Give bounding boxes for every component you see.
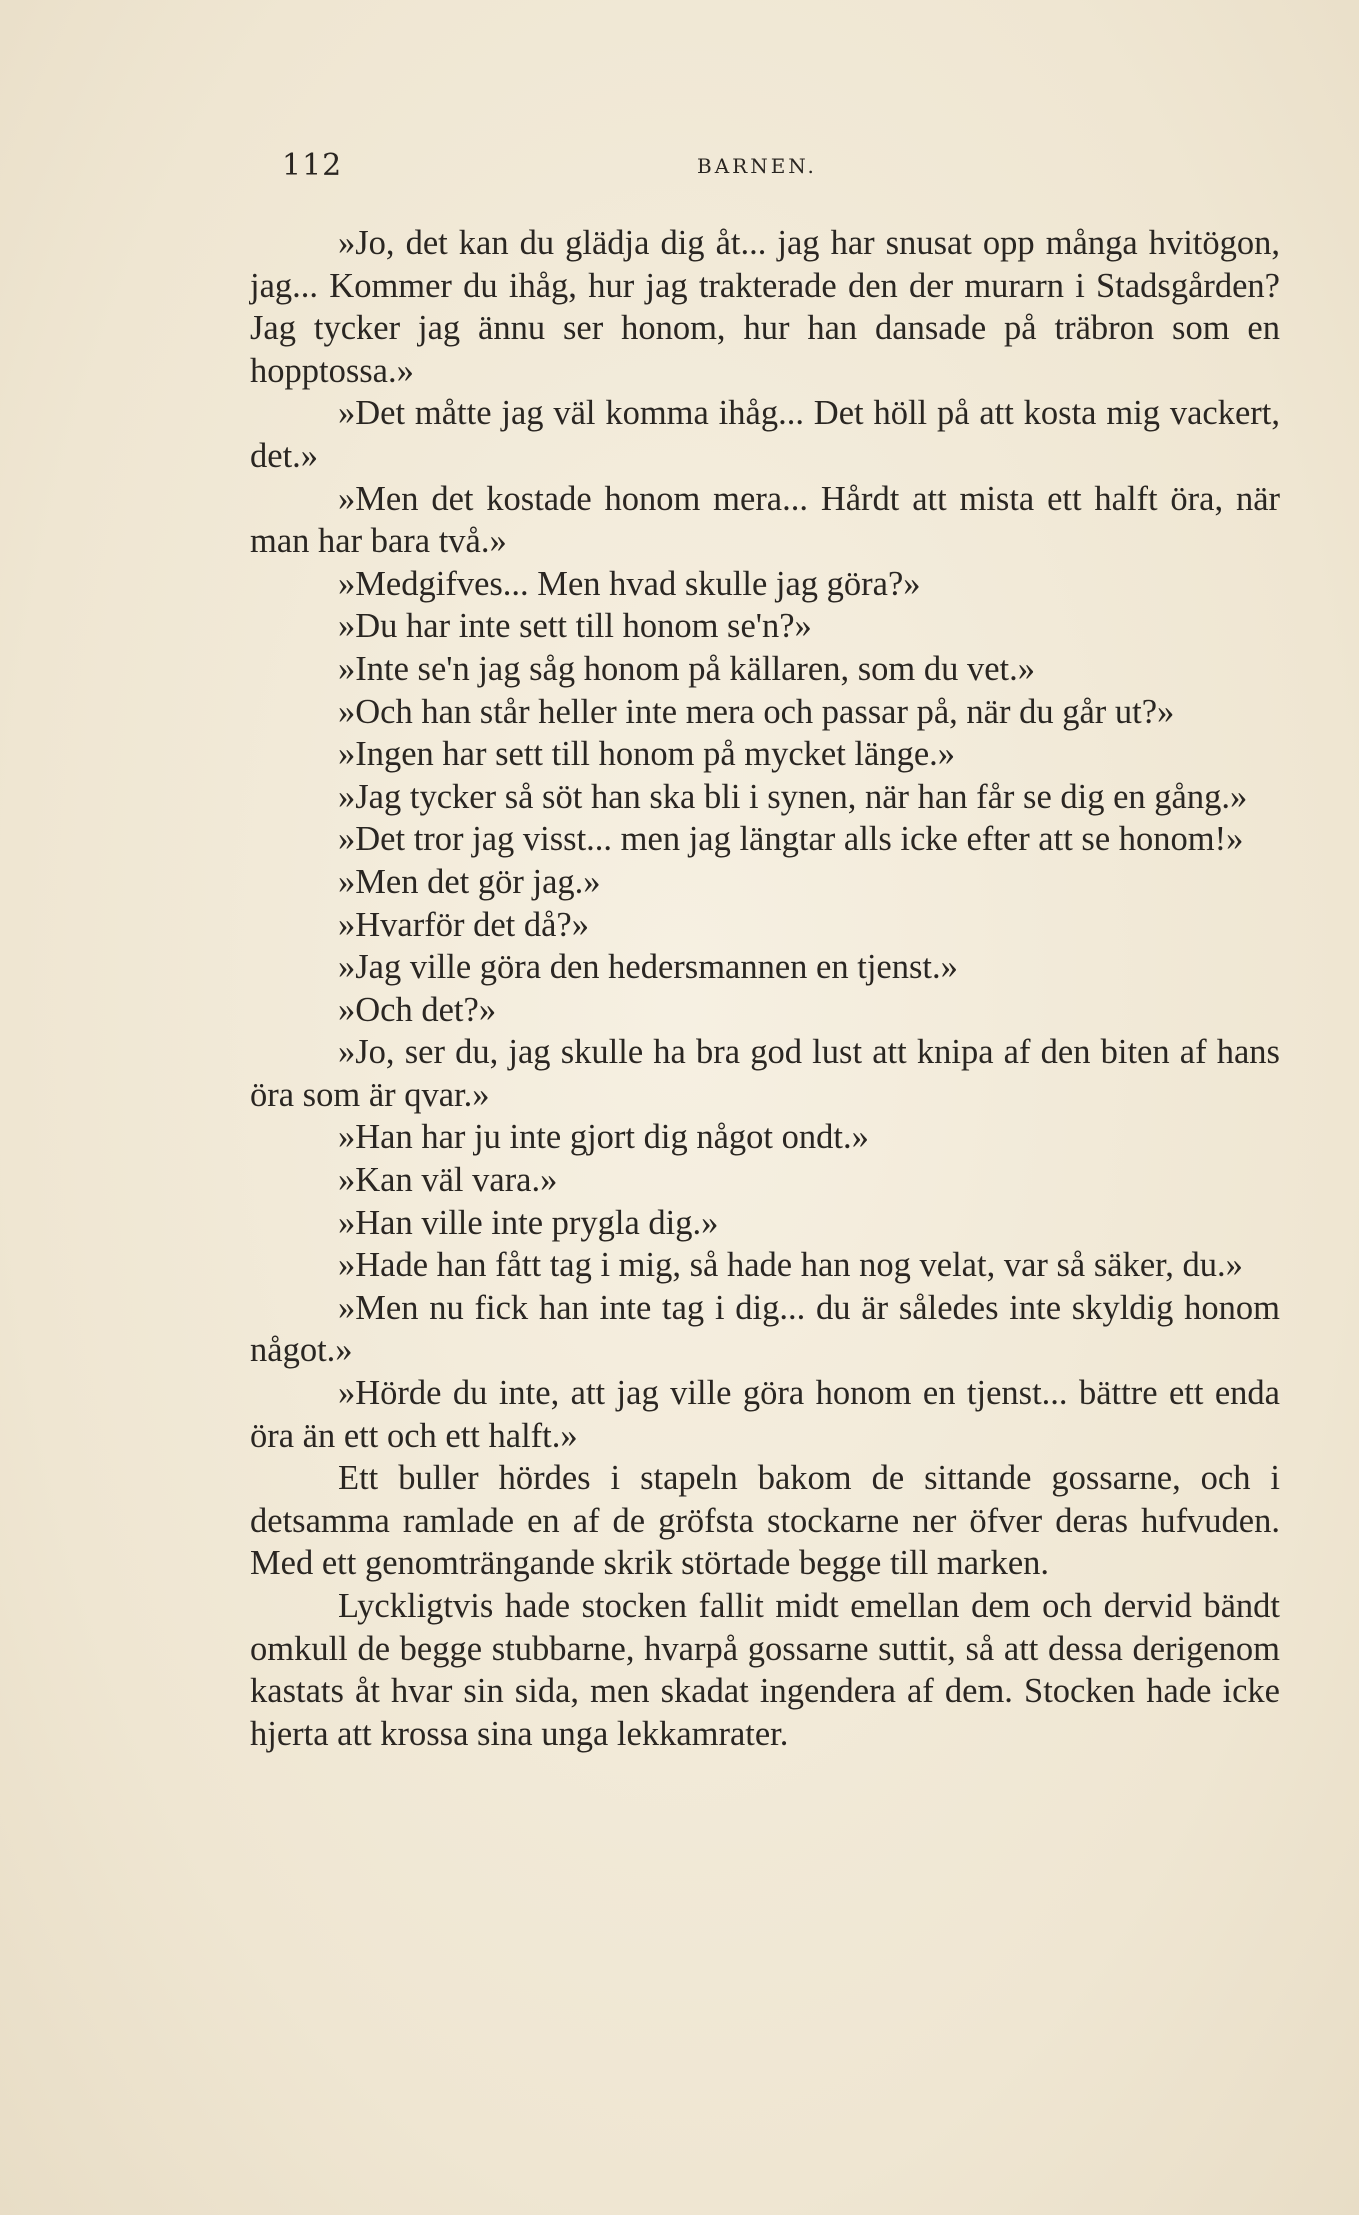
paragraph: »Jo, det kan du glädja dig åt... jag har snusat opp många hvitögon, jag... Kommer du ihåg, hur jag trakterade den der murarn i Stadsgården? Jag tycker jag ännu ser honom, hur han dansade på träbron som en hopptossa.»: [250, 224, 1280, 390]
paragraph: »Jag ville göra den hedersmannen en tjenst.»: [338, 948, 958, 987]
page-number: 112: [282, 148, 343, 183]
paragraph: »Hade han fått tag i mig, så hade han nog velat, var så säker, du.»: [338, 1246, 1243, 1285]
paragraph: »Ingen har sett till honom på mycket länge.»: [338, 735, 956, 774]
paragraph: »Han har ju inte gjort dig något ondt.»: [338, 1118, 869, 1157]
paragraph: »Jo, ser du, jag skulle ha bra god lust att knipa af den biten af hans öra som är qvar.»: [250, 1033, 1280, 1114]
paragraph: »Men nu fick han inte tag i dig... du är således inte skyldig honom något.»: [250, 1288, 1280, 1370]
paragraph: »Du har inte sett till honom se'n?»: [338, 607, 812, 646]
paragraph: »Medgifves... Men hvad skulle jag göra?»: [338, 564, 921, 603]
paragraph: »Han ville inte prygla dig.»: [338, 1203, 719, 1242]
paragraph: Ett buller hördes i stapeln bakom de sittande gossarne, och i detsamma ramlade en af de gröfsta stockarne ner öfver deras hufvuden. Med ett genomträngande skrik störtade begge till marken.: [250, 1459, 1280, 1583]
paragraph: »Kan väl vara.»: [338, 1161, 558, 1200]
paragraph: »Hörde du inte, att jag ville göra honom en tjenst... bättre ett enda öra än ett och ett halft.»: [250, 1374, 1280, 1455]
paragraph: »Men det gör jag.»: [338, 862, 601, 901]
paragraph: »Och det?»: [338, 990, 497, 1029]
paragraph: »Men det kostade honom mera... Hårdt att mista ett halft öra, när man har bara två.»: [250, 479, 1280, 561]
page-header: [282, 148, 1282, 188]
paragraph: Lyckligtvis hade stocken fallit midt emellan dem och dervid bändt omkull de begge stubbarne, hvarpå gossarne suttit, så att dessa derigenom kastats åt hvar sin sida, men skadat ingendera af dem. Stocken hade icke hjerta att krossa sina unga lekkamrater.: [250, 1587, 1280, 1753]
paragraph: »Det tror jag visst... men jag längtar alls icke efter att se honom!»: [338, 820, 1244, 859]
paragraph: »Hvarför det då?»: [338, 905, 589, 944]
running-title: BARNEN.: [697, 154, 817, 178]
body-text: [250, 222, 1280, 1755]
paragraph: »Det måtte jag väl komma ihåg... Det höll på att kosta mig vackert, det.»: [250, 394, 1280, 475]
paragraph: »Jag tycker så söt han ska bli i synen, när han får se dig en gång.»: [338, 777, 1248, 816]
paragraph: »Inte se'n jag såg honom på källaren, som du vet.»: [338, 649, 1036, 688]
paragraph: »Och han står heller inte mera och passar på, när du går ut?»: [338, 692, 1175, 731]
